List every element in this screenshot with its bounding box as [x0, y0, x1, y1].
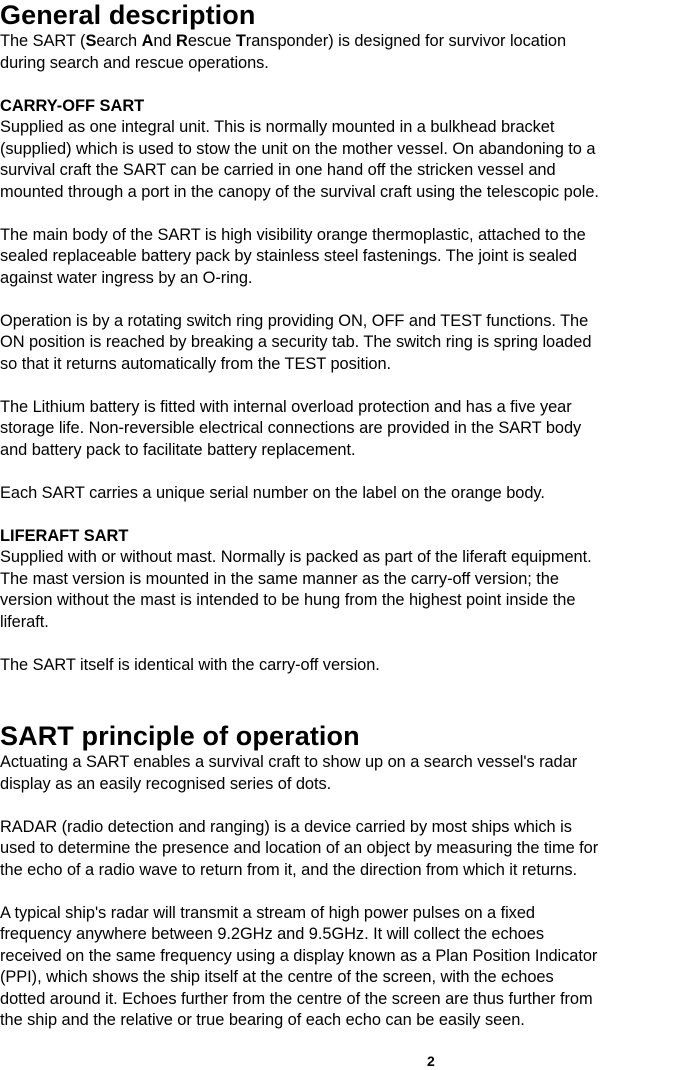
- intro-line-2: during search and rescue operations.: [0, 53, 269, 72]
- carry-off-paragraph-2: The main body of the SART is high visibility orange thermoplastic, attached to the sealed replaceable battery pack by stainless steel fastenings. The joint is sealed against water ingress by an O-ring.: [0, 225, 586, 287]
- intro-line-1: The SART (Search And Rescue Transponder) is designed for survivor location: [0, 32, 567, 50]
- liferaft-heading: LIFERAFT SART: [0, 526, 129, 545]
- liferaft-paragraph-1: Supplied with or without mast. Normally is packed as part of the liferaft equipment. The mast version is mounted in the same manner as the carry-off version; the version without the mast is intended to be hung from the highest point inside the liferaft.: [0, 548, 592, 631]
- carry-off-paragraph-1: Supplied as one integral unit. This is normally mounted in a bulkhead bracket (supplied) which is used to stow the unit on the mother vessel. On abandoning to a survival craft the SART can be carried in one hand off the stricken vessel and mounted through a port in the canopy of the survival craft using the telescopic pole.: [0, 118, 599, 201]
- principle-paragraph-1: Actuating a SART enables a survival craft to show up on a search vessel's radar display as an easily recognised series of dots.: [0, 753, 578, 793]
- section-title-principle-of-operation: SART principle of operation: [0, 721, 360, 751]
- section-title-general-description: General description: [0, 0, 256, 30]
- principle-body: [0, 752, 689, 1032]
- general-description-body: [0, 31, 689, 676]
- carry-off-paragraph-3: Operation is by a rotating switch ring providing ON, OFF and TEST functions. The ON position is reached by breaking a security tab. The switch ring is spring loaded so that it returns automatically from the TEST position.: [0, 311, 592, 373]
- intro-paragraph: [0, 31, 689, 74]
- carry-off-heading: CARRY-OFF SART: [0, 96, 145, 115]
- carry-off-paragraph-4: The Lithium battery is fitted with internal overload protection and has a five year storage life. Non-reversible electrical connections are provided in the SART body and battery pack to facilitate battery replacement.: [0, 397, 582, 459]
- page-number: 2: [427, 1053, 435, 1069]
- liferaft-paragraph-2: The SART itself is identical with the carry-off version.: [0, 655, 380, 674]
- principle-paragraph-3: A typical ship's radar will transmit a stream of high power pulses on a fixed frequency anywhere between 9.2GHz and 9.5GHz. It will collect the echoes received on the same frequency using a display known as a Plan Position Indicator (PPI), which shows the ship itself at the centre of the screen, with the echoes dotted around it. Echoes further from the centre of the screen are thus further from the ship and the relative or true bearing of each echo can be easily seen.: [0, 903, 598, 1029]
- carry-off-paragraph-5: Each SART carries a unique serial number on the label on the orange body.: [0, 483, 545, 502]
- principle-paragraph-2: RADAR (radio detection and ranging) is a device carried by most ships which is used to determine the presence and location of an object by measuring the time for the echo of a radio wave to return from it, and the direction from which it returns.: [0, 817, 599, 879]
